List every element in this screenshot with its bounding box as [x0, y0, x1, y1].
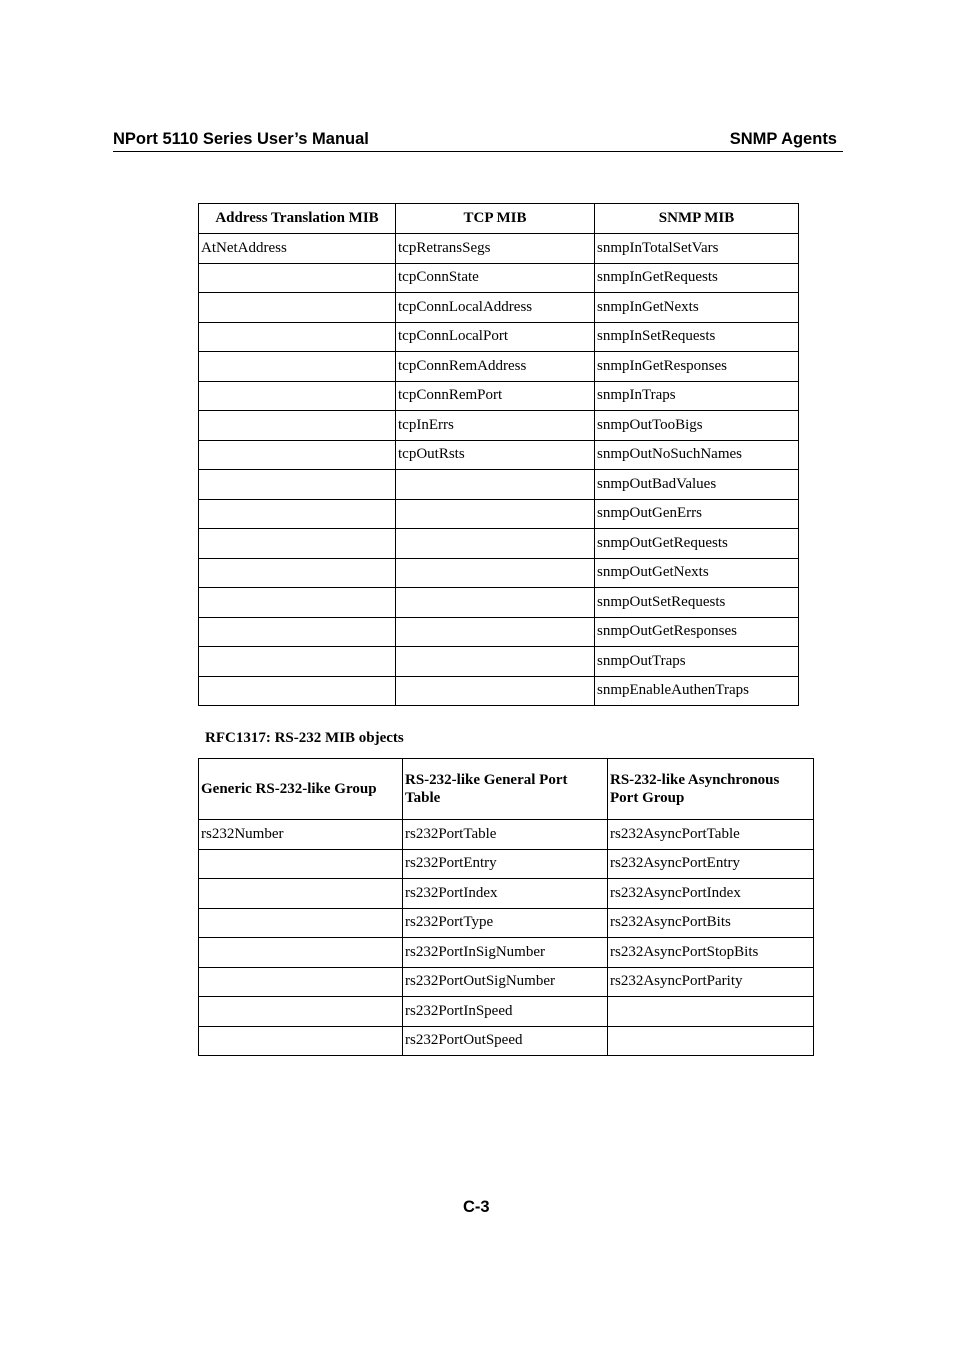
manual-title: NPort 5110 Series User’s Manual — [113, 130, 369, 148]
table-row — [199, 588, 799, 618]
table-cell: tcpConnRemPort — [396, 381, 595, 411]
table-cell — [199, 322, 396, 352]
table-cell: snmpInTotalSetVars — [595, 234, 799, 264]
table-cell — [199, 352, 396, 382]
table-row — [199, 263, 799, 293]
table-row — [199, 470, 799, 500]
mib-table — [198, 203, 799, 706]
table-cell: rs232AsyncPortStopBits — [608, 938, 814, 968]
table-cell — [199, 470, 396, 500]
table-cell: rs232PortInSpeed — [403, 997, 608, 1027]
table-header-row — [199, 204, 799, 234]
table-cell: rs232PortEntry — [403, 849, 608, 879]
table-cell — [396, 470, 595, 500]
table-cell: snmpOutSetRequests — [595, 588, 799, 618]
table-row — [199, 440, 799, 470]
table-cell: rs232AsyncPortEntry — [608, 849, 814, 879]
table-cell: snmpOutTraps — [595, 647, 799, 677]
table-cell — [199, 411, 396, 441]
table-row — [199, 1026, 814, 1056]
table-cell — [199, 938, 403, 968]
table-cell: snmpInGetRequests — [595, 263, 799, 293]
table-row — [199, 820, 814, 850]
table-cell: snmpEnableAuthenTraps — [595, 676, 799, 706]
table-cell: tcpConnLocalPort — [396, 322, 595, 352]
table-row — [199, 997, 814, 1027]
table-cell — [199, 529, 396, 559]
table-cell: rs232AsyncPortIndex — [608, 879, 814, 909]
table-cell — [199, 879, 403, 909]
table-cell: tcpRetransSegs — [396, 234, 595, 264]
table-cell: snmpOutNoSuchNames — [595, 440, 799, 470]
table-cell: rs232PortOutSigNumber — [403, 967, 608, 997]
section-title: SNMP Agents — [729, 130, 837, 148]
table-row — [199, 676, 799, 706]
table-cell — [199, 558, 396, 588]
table-row — [199, 352, 799, 382]
table-cell — [396, 529, 595, 559]
table-cell — [608, 1026, 814, 1056]
table-cell: rs232AsyncPortBits — [608, 908, 814, 938]
table-row — [199, 293, 799, 323]
table-cell — [199, 381, 396, 411]
table-cell: snmpOutGetNexts — [595, 558, 799, 588]
table-cell: rs232PortIndex — [403, 879, 608, 909]
table-cell: snmpOutGetRequests — [595, 529, 799, 559]
table-cell — [199, 647, 396, 677]
column-header: SNMP MIB — [595, 204, 799, 234]
table-cell: snmpInSetRequests — [595, 322, 799, 352]
table-cell: rs232PortOutSpeed — [403, 1026, 608, 1056]
page-number: C-3 — [463, 1198, 490, 1216]
table-row — [199, 879, 814, 909]
table-cell — [396, 617, 595, 647]
table-cell — [199, 676, 396, 706]
table-cell — [199, 908, 403, 938]
table-row — [199, 967, 814, 997]
table-cell: snmpOutTooBigs — [595, 411, 799, 441]
table-cell: tcpOutRsts — [396, 440, 595, 470]
table-cell — [199, 588, 396, 618]
table-row — [199, 234, 799, 264]
table-cell — [396, 588, 595, 618]
table-row — [199, 411, 799, 441]
table-cell: snmpInGetNexts — [595, 293, 799, 323]
table-cell: snmpInGetResponses — [595, 352, 799, 382]
table-cell: snmpOutGenErrs — [595, 499, 799, 529]
table-cell: rs232PortType — [403, 908, 608, 938]
column-header: RS-232-like General Port Table — [403, 759, 608, 820]
table-cell — [608, 997, 814, 1027]
table-cell — [199, 997, 403, 1027]
table-row — [199, 558, 799, 588]
table-cell — [199, 499, 396, 529]
table-cell — [199, 440, 396, 470]
table-cell: AtNetAddress — [199, 234, 396, 264]
table-cell: rs232PortInSigNumber — [403, 938, 608, 968]
table-cell: rs232Number — [199, 820, 403, 850]
table-row — [199, 849, 814, 879]
table-row — [199, 617, 799, 647]
table-cell: tcpConnRemAddress — [396, 352, 595, 382]
rs232-table — [198, 758, 814, 1056]
table-cell — [396, 499, 595, 529]
table-row — [199, 938, 814, 968]
table-cell: tcpConnLocalAddress — [396, 293, 595, 323]
table-cell — [396, 647, 595, 677]
table-cell — [396, 558, 595, 588]
column-header: RS-232-like Asynchronous Port Group — [608, 759, 814, 820]
table-cell: rs232AsyncPortParity — [608, 967, 814, 997]
table-cell — [199, 617, 396, 647]
column-header: Generic RS-232-like Group — [199, 759, 403, 820]
table-row — [199, 529, 799, 559]
table-row — [199, 908, 814, 938]
column-header: TCP MIB — [396, 204, 595, 234]
table-cell: rs232PortTable — [403, 820, 608, 850]
table-header-row — [199, 759, 814, 820]
table-cell: tcpConnState — [396, 263, 595, 293]
table-cell: rs232AsyncPortTable — [608, 820, 814, 850]
table-cell — [199, 849, 403, 879]
table-row — [199, 381, 799, 411]
table-cell — [396, 676, 595, 706]
table-cell: snmpOutBadValues — [595, 470, 799, 500]
table-row — [199, 322, 799, 352]
table-cell — [199, 263, 396, 293]
table-cell — [199, 967, 403, 997]
table-cell: tcpInErrs — [396, 411, 595, 441]
table-cell: snmpOutGetResponses — [595, 617, 799, 647]
table-cell — [199, 1026, 403, 1056]
page-header — [113, 129, 843, 152]
rs232-caption: RFC1317: RS-232 MIB objects — [205, 730, 404, 746]
column-header: Address Translation MIB — [199, 204, 396, 234]
table-cell — [199, 293, 396, 323]
table-row — [199, 647, 799, 677]
table-row — [199, 499, 799, 529]
table-cell: snmpInTraps — [595, 381, 799, 411]
